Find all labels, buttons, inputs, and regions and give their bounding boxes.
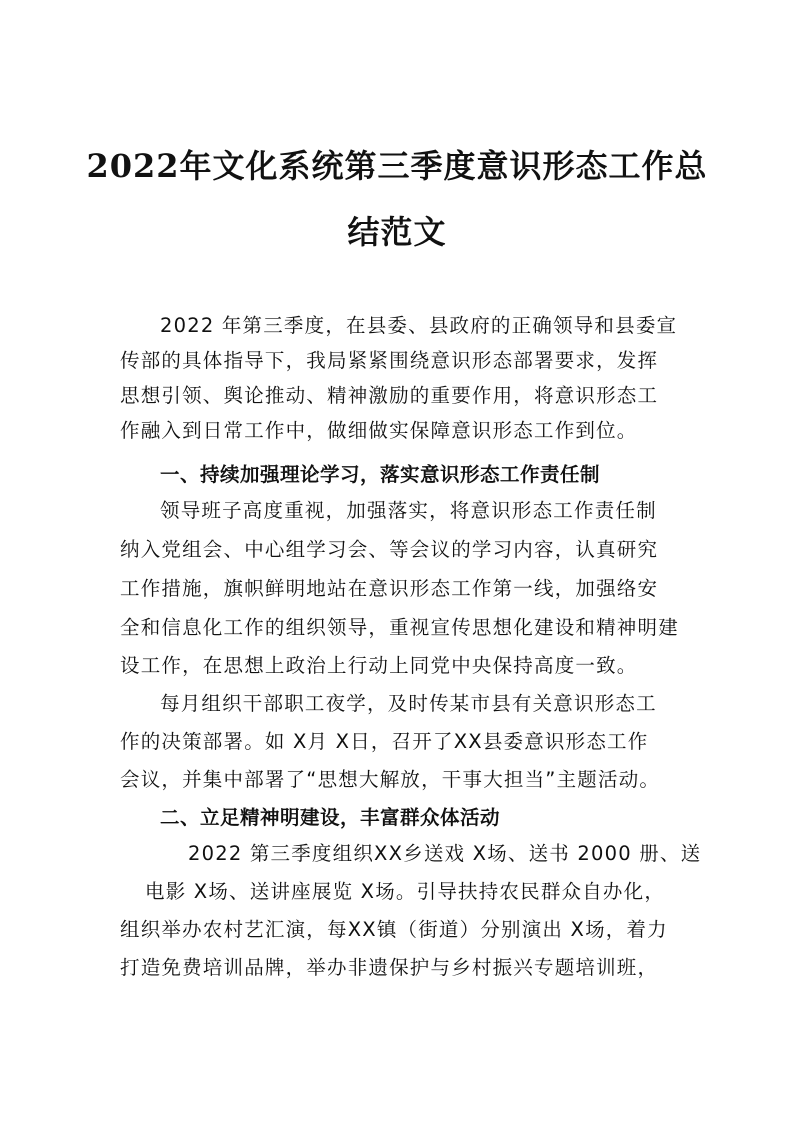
paragraph-4-line-2: 电影 X场、送讲座展览 X场。引导扶持农民群众自办化， xyxy=(145,880,666,903)
paragraph-2-line-4: 全和信息化工作的组织领导，重视宣传思想化建设和精神明建 xyxy=(120,616,679,639)
section-heading-2: 二、立足精神明建设，丰富群众体活动 xyxy=(160,806,501,829)
document-title-line-2: 结范文 xyxy=(347,213,447,251)
document-title-line-1: 2022年文化系统第三季度意识形态工作总 xyxy=(86,147,708,185)
paragraph-3-line-1: 每月组织干部职工夜学，及时传某市县有关意识形态工 xyxy=(160,692,657,715)
paragraph-2-line-3: 工作措施，旗帜鲜明地站在意识形态工作第一线，加强络安 xyxy=(120,577,659,600)
paragraph-4-line-3: 组织举办农村艺汇演，每XX镇（街道）分别演出 X场，着力 xyxy=(120,918,668,941)
paragraph-3-line-2: 作的决策部署。如 X月 X日，召开了XX县委意识形态工作 xyxy=(120,730,649,753)
paragraph-1-line-1: 2022 年第三季度，在县委、县政府的正确领导和县委宣 xyxy=(160,314,678,337)
paragraph-1-line-4: 作融入到日常工作中，做细做实保障意识形态工作到位。 xyxy=(120,419,638,442)
paragraph-3-line-3: 会议，并集中部署了“思想大解放，干事大担当”主题活动。 xyxy=(120,768,661,791)
paragraph-2-line-2: 纳入党组会、中心组学习会、等会议的学习内容，认真研究 xyxy=(120,538,659,561)
paragraph-1-line-2: 传部的具体指导下，我局紧紧围绕意识形态部署要求，发挥 xyxy=(120,349,659,372)
section-heading-1: 一、持续加强理论学习，落实意识形态工作责任制 xyxy=(160,463,601,486)
paragraph-2-line-5: 设工作，在思想上政治上行动上同党中央保持高度一致。 xyxy=(120,654,638,677)
paragraph-4-line-4: 打造免费培训品牌，举办非遗保护与乡村振兴专题培训班， xyxy=(120,956,659,979)
paragraph-2-line-1: 领导班子高度重视，加强落实，将意识形态工作责任制 xyxy=(160,499,657,522)
paragraph-1-line-3: 思想引领、舆论推动、精神激励的重要作用，将意识形态工 xyxy=(120,384,659,407)
paragraph-4-line-1: 2022 第三季度组织XX乡送戏 X场、送书 2000 册、送 xyxy=(188,842,702,865)
